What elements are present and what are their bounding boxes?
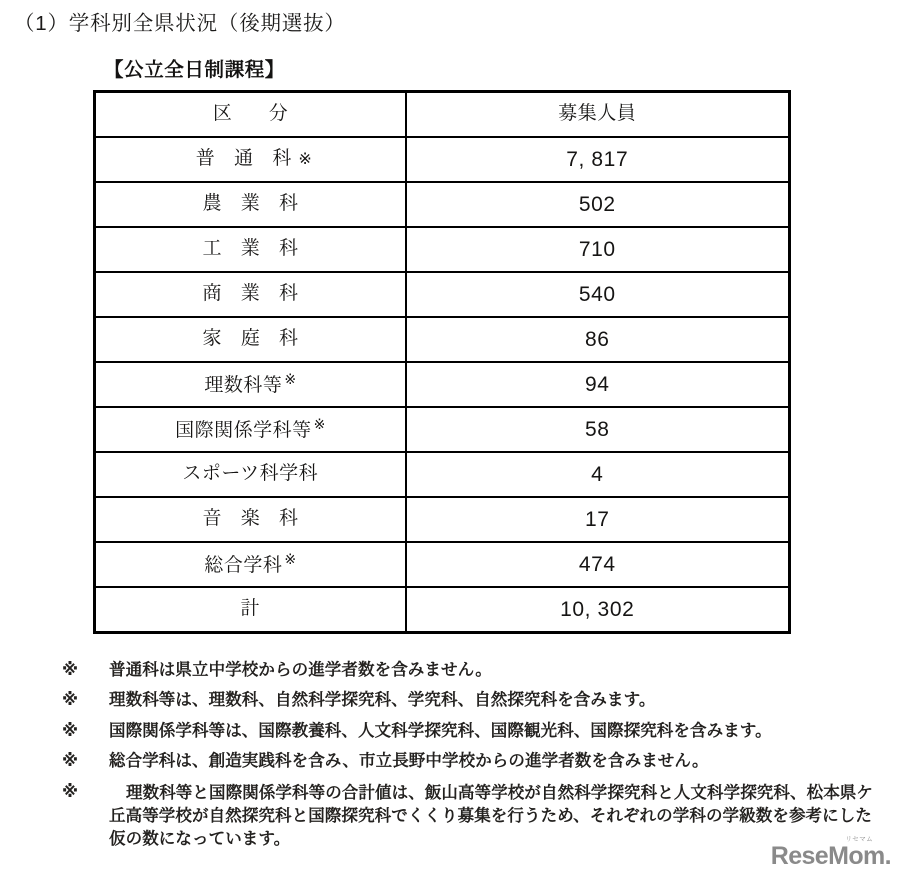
table-row xyxy=(95,587,790,633)
cell-quota xyxy=(406,227,790,272)
division-label: 音 楽 科 xyxy=(202,508,306,530)
division-label: 家 庭 科 xyxy=(202,328,306,350)
footnote-mark-icon: ※ xyxy=(313,415,326,432)
cell-quota xyxy=(406,542,790,587)
table-row xyxy=(95,407,790,452)
division-label: 計 xyxy=(240,598,260,620)
quota-value: 86 xyxy=(584,327,610,351)
page-title: （1）学科別全県状況（後期選抜） xyxy=(14,12,346,35)
quota-value: 474 xyxy=(578,552,616,576)
quota-value: 10, 302 xyxy=(560,597,635,621)
footnote-item xyxy=(62,751,882,773)
column-header-division-label: 区 分 xyxy=(212,103,297,125)
division-label: 総合学科 xyxy=(204,555,283,577)
footnote-marker-icon: ※ xyxy=(62,691,79,710)
footnote-mark-icon: ※ xyxy=(284,550,297,567)
division-label: 普 通 科 xyxy=(195,148,299,170)
cell-quota xyxy=(406,317,790,362)
cell-quota xyxy=(406,587,790,633)
watermark xyxy=(771,837,891,870)
division-label: 工 業 科 xyxy=(202,238,306,260)
cell-quota xyxy=(406,407,790,452)
footnote-item xyxy=(62,660,882,682)
footnotes xyxy=(62,660,882,851)
column-header-quota-label: 募集人員 xyxy=(558,103,637,125)
section-subtitle: 【公立全日制課程】 xyxy=(104,59,285,81)
division-label: 農 業 科 xyxy=(202,193,306,215)
footnote-marker-icon: ※ xyxy=(62,661,79,679)
quota-value: 7, 817 xyxy=(566,147,629,171)
cell-division xyxy=(95,272,406,317)
footnote-text: 理数科等と国際関係学科等の合計値は、飯山高等学校が自然科学探究科と人文科学探究科、松本県ケ丘高等学校が自然探究科と国際探究科でくくり募集を行うため、それぞれの学科の学級数を参考にした仮の数になっています。 xyxy=(109,783,873,848)
table-row xyxy=(95,137,790,182)
footnote-text: 総合学科は、創造実践科を含み、市立長野中学校からの進学者数を含みません。 xyxy=(109,752,709,771)
statistics-table-wrapper xyxy=(93,90,788,634)
watermark-logo xyxy=(771,842,891,870)
division-label: 理数科等 xyxy=(204,375,283,397)
table-row xyxy=(95,362,790,407)
table-row xyxy=(95,182,790,227)
cell-division xyxy=(95,542,406,587)
footnote-text: 国際関係学科等は、国際教養科、人文科学探究科、国際観光科、国際探究科を含みます。 xyxy=(109,721,772,740)
quota-value: 17 xyxy=(584,507,610,531)
footnote-item xyxy=(62,782,882,851)
quota-value: 540 xyxy=(578,282,616,306)
cell-division xyxy=(95,137,406,182)
quota-value: 502 xyxy=(578,192,616,216)
cell-quota xyxy=(406,182,790,227)
footnote-text: 理数科等は、理数科、自然科学探究科、学究科、自然探究科を含みます。 xyxy=(109,691,656,710)
cell-quota xyxy=(406,137,790,182)
cell-division xyxy=(95,407,406,452)
cell-division xyxy=(95,227,406,272)
cell-quota xyxy=(406,272,790,317)
footnote-item xyxy=(62,690,882,712)
cell-division xyxy=(95,452,406,497)
quota-value: 58 xyxy=(584,417,610,441)
watermark-ruby: リセマム xyxy=(845,835,873,843)
footnote-marker-icon: ※ xyxy=(62,782,79,801)
table-header-row xyxy=(95,92,790,138)
column-header-quota xyxy=(406,92,790,138)
footnote-item xyxy=(62,721,882,743)
cell-quota xyxy=(406,362,790,407)
table-row xyxy=(95,227,790,272)
table-row xyxy=(95,542,790,587)
quota-value: 710 xyxy=(578,237,616,261)
table-row xyxy=(95,497,790,542)
statistics-table xyxy=(93,90,791,634)
quota-value: 4 xyxy=(591,462,604,486)
column-header-division xyxy=(95,92,406,138)
footnote-marker-icon: ※ xyxy=(62,752,79,771)
footnote-marker-icon: ※ xyxy=(62,721,79,740)
footnote-text: 普通科は県立中学校からの進学者数を含みません。 xyxy=(109,661,492,679)
footnote-mark-icon: ※ xyxy=(284,370,297,387)
quota-value: 94 xyxy=(584,372,610,396)
cell-quota xyxy=(406,497,790,542)
cell-division xyxy=(95,317,406,362)
cell-division xyxy=(95,182,406,227)
table-row xyxy=(95,272,790,317)
table-row xyxy=(95,317,790,362)
watermark-logo-text: ReseMom xyxy=(770,842,885,870)
table-body xyxy=(95,92,790,633)
cell-division xyxy=(95,362,406,407)
table-row xyxy=(95,452,790,497)
cell-division xyxy=(95,587,406,633)
watermark-logo-dot: . xyxy=(884,842,891,870)
division-label: 国際関係学科等 xyxy=(175,420,312,442)
footnote-mark-icon: ※ xyxy=(298,151,312,169)
cell-quota xyxy=(406,452,790,497)
division-label: スポーツ科学科 xyxy=(182,463,319,485)
cell-division xyxy=(95,497,406,542)
division-label: 商 業 科 xyxy=(202,283,306,305)
